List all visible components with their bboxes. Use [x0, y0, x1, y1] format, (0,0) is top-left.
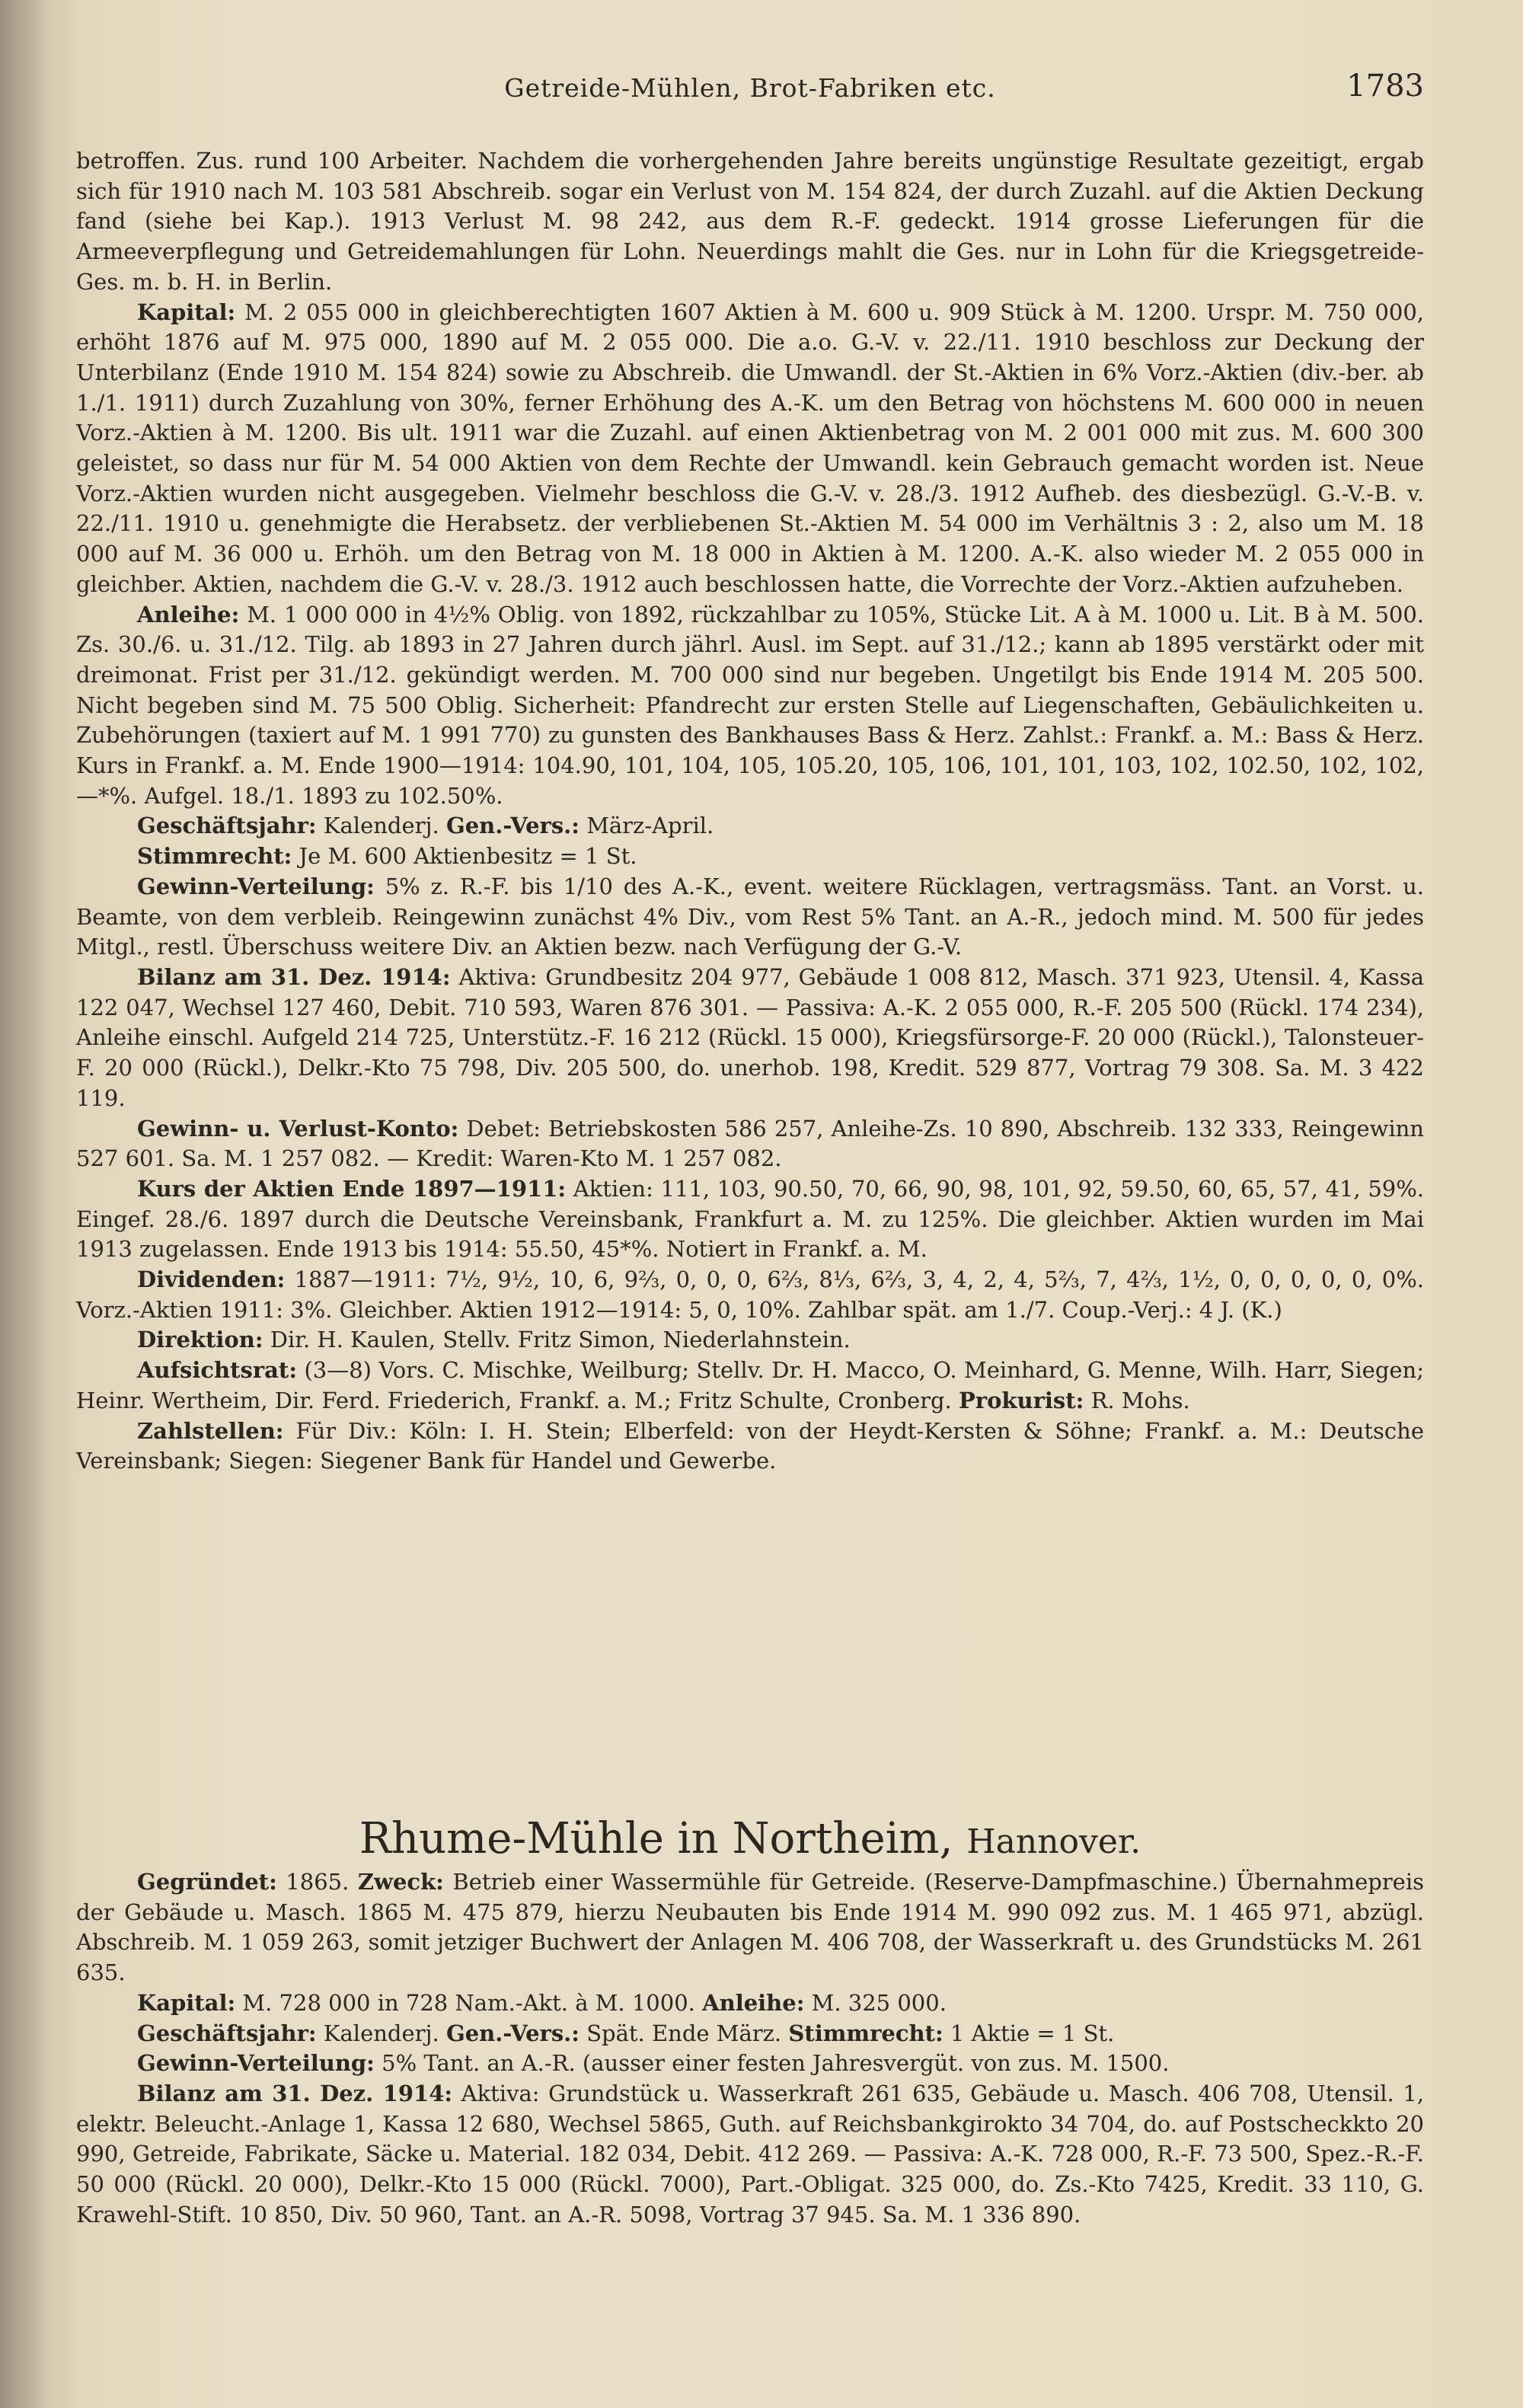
- geschaeftsjahr-2-label: Geschäftsjahr:: [137, 2020, 317, 2046]
- anleihe-label: Anleihe:: [137, 601, 240, 628]
- gewinn-verteilung-label: Gewinn-Verteilung:: [137, 873, 375, 899]
- stimmrecht-label: Stimmrecht:: [137, 843, 292, 870]
- aufsichtsrat-text: (3—8) Vors. C. Mischke, Weilburg; Stellv. Dr. H. Macco, O. Meinhard, G. Menne, Wilh. Harr, Siegen; Heinr. Wertheim, Dir. Ferd. Friederich, Frankf. a. M.; Fritz Schulte, Cronberg.: [76, 1357, 1424, 1413]
- bilanz-2-label: Bilanz am 31. Dez. 1914:: [137, 2080, 453, 2106]
- direktion-paragraph: [76, 1325, 1424, 1356]
- bilanz-2-paragraph: [76, 2079, 1424, 2231]
- gen-vers-2-label: Gen.-Vers.:: [445, 2020, 580, 2046]
- geschaeftsjahr-2-paragraph: [76, 2019, 1424, 2049]
- geschaeftsjahr-text: Kalenderj.: [323, 813, 439, 839]
- company-entry-rhume: [76, 1867, 1424, 2230]
- kurs-paragraph: [76, 1174, 1424, 1265]
- aufsichtsrat-paragraph: [76, 1356, 1424, 1416]
- dividenden-label: Dividenden:: [137, 1266, 286, 1293]
- kapital-2-label: Kapital:: [137, 1989, 236, 2016]
- gen-vers-2-text: Spät. Ende März.: [586, 2020, 782, 2046]
- stimmrecht-2-label: Stimmrecht:: [788, 2020, 943, 2046]
- company-heading: [76, 1812, 1424, 1869]
- direktion-text: Dir. H. Kaulen, Stellv. Fritz Simon, Niederlahnstein.: [270, 1327, 851, 1353]
- intro-paragraph: betroffen. Zus. rund 100 Arbeiter. Nachdem die vorhergehenden Jahre bereits ungünstige Resultate gezeitigt, ergab sich für 1910 nach M. 103 581 Abschreib. sogar ein Verlust von M. 154 824, der durch Zuzahl. auf die Aktien Deckung fand (siehe bei Kap.). 1913 Verlust M. 98 242, aus dem R.-F. gedeckt. 1914 grosse Lieferungen für die Armeeverpflegung und Getreidemahlungen für Lohn. Neuerdings mahlt die Ges. nur in Lohn für die Kriegsgetreide-Ges. m. b. H. in Berlin.: [76, 148, 1424, 295]
- gegruendet-paragraph: [76, 1867, 1424, 1988]
- kapital-text: M. 2 055 000 in gleichberechtigten 1607 Aktien à M. 600 u. 909 Stück à M. 1200. Urspr. M. 750 000, erhöht 1876 auf M. 975 000, 1890 auf M. 2 055 000. Die a.o. G.-V. v. 22./11. 1910 beschloss zur Deckung der Unterbilanz (Ende 1910 M. 154 824) sowie zu Abschreib. die Umwandl. der St.-Aktien in 6% Vorz.-Aktien (div.-ber. ab 1./1. 1911) durch Zuzahlung von 30%, ferner Erhöhung des A.-K. um den Betrag von höchstens M. 600 000 in neuen Vorz.-Aktien à M. 1200. Bis ult. 1911 war die Zuzahl. auf einen Aktienbetrag von M. 2 001 000 mit zus. M. 600 300 geleistet, so dass nur für M. 54 000 Aktien von dem Rechte der Umwandl. kein Gebrauch gemacht worden ist. Neue Vorz.-Aktien wurden nicht ausgegeben. Vielmehr beschloss die G.-V. v. 28./3. 1912 Aufheb. des diesbezügl. G.-V.-B. v. 22./11. 1910 u. genehmigte die Herabsetz. der verbliebenen St.-Aktien M. 54 000 im Verhältnis 3 : 2, also um M. 18 000 auf M. 36 000 u. Erhöh. um den Betrag von M. 18 000 in Aktien à M. 1200. A.-K. also wieder M. 2 055 000 in gleichber. Aktien, nachdem die G.-V. v. 28./3. 1912 auch beschlossen hatte, die Vorrechte der Vorz.-Aktien aufzuheben.: [76, 299, 1424, 597]
- kapital-2-text: M. 728 000 in 728 Nam.-Akt. à M. 1000.: [242, 1989, 695, 2016]
- aufsichtsrat-label: Aufsichtsrat:: [137, 1357, 298, 1384]
- geschaeftsjahr-2-text: Kalenderj.: [323, 2020, 439, 2046]
- anleihe-paragraph: [76, 600, 1424, 812]
- prokurist-text: R. Mohs.: [1090, 1387, 1190, 1413]
- gewinn-verlust-label: Gewinn- u. Verlust-Konto:: [137, 1115, 459, 1142]
- gewinn-verteilung-2-text: 5% Tant. an A.-R. (ausser einer festen Jahresvergüt. von zus. M. 1500.: [382, 2050, 1170, 2077]
- gewinn-verlust-paragraph: [76, 1114, 1424, 1174]
- direktion-label: Direktion:: [137, 1327, 263, 1353]
- running-title: Getreide-Mühlen, Brot-Fabriken etc.: [504, 73, 996, 103]
- dividenden-text: 1887—1911: 7½, 9½, 10, 6, 9⅔, 0, 0, 0, 6⅔, 8⅓, 6⅔, 3, 4, 2, 4, 5⅔, 7, 4⅔, 1½, 0, 0, 0, 0, 0, 0%. Vorz.-Aktien 1911: 3%. Gleichber. Aktien 1912—1914: 5, 0, 10%. Zahlbar spät. am 1./7. Coup.-Verj.: 4 J. (K.): [76, 1266, 1425, 1323]
- bilanz-paragraph: [76, 963, 1424, 1114]
- bilanz-label: Bilanz am 31. Dez. 1914:: [137, 963, 451, 990]
- zweck-label: Zweck:: [357, 1869, 444, 1895]
- gewinn-verlust-text: Debet: Betriebskosten 586 257, Anleihe-Zs. 10 890, Abschreib. 132 333, Reingewinn 527 601. Sa. M. 1 257 082. — Kredit: Waren-Kto M. 1 257 082.: [76, 1115, 1424, 1172]
- running-header: [76, 69, 1424, 119]
- anleihe-2-text: M. 325 000.: [811, 1989, 947, 2016]
- kapital-2-paragraph: [76, 1988, 1424, 2019]
- stimmrecht-2-text: 1 Aktie = 1 St.: [950, 2020, 1115, 2046]
- gegruendet-text: 1865.: [286, 1869, 350, 1895]
- zahlstellen-label: Zahlstellen:: [137, 1417, 284, 1444]
- gewinn-verteilung-paragraph: [76, 872, 1424, 963]
- zahlstellen-paragraph: [76, 1416, 1424, 1477]
- company-place: Hannover.: [966, 1822, 1141, 1861]
- zahlstellen-text: Für Div.: Köln: I. H. Stein; Elberfeld: von der Heydt-Kersten & Söhne; Frankf. a. M.: Deutsche Vereinsbank; Siegen: Siegener Bank für Handel und Gewerbe.: [76, 1417, 1424, 1474]
- anleihe-text: M. 1 000 000 in 4½% Oblig. von 1892, rückzahlbar zu 105%, Stücke Lit. A à M. 1000 u. Lit. B à M. 500. Zs. 30./6. u. 31./12. Tilg. ab 1893 in 27 Jahren durch jährl. Ausl. im Sept. auf 31./12.; kann ab 1895 verstärkt oder mit dreimonat. Frist per 31./12. gekündigt werden. M. 700 000 sind nur begeben. Ungetilgt bis Ende 1914 M. 205 500. Nicht begeben sind M. 75 500 Oblig. Sicherheit: Pfandrecht zur ersten Stelle auf Liegenschaften, Gebäulichkeiten u. Zubehörungen (taxiert auf M. 1 991 770) zu gunsten des Bankhauses Bass & Herz. Zahlst.: Frankf. a. M.: Bass & Herz. Kurs in Frankf. a. M. Ende 1900—1914: 104.90, 101, 104, 105, 105.20, 105, 106, 101, 101, 103, 102, 102.50, 102, 102, —*%. Aufgel. 18./1. 1893 zu 102.50%.: [76, 601, 1425, 809]
- gewinn-verteilung-text: 5% z. R.-F. bis 1/10 des A.-K., event. weitere Rücklagen, vertragsmäss. Tant. an Vorst. u. Beamte, von dem verbleib. Reingewinn zunächst 4% Div., vom Rest 5% Tant. an A.-R., jedoch mind. M. 500 für jedes Mitgl., restl. Überschuss weitere Div. an Aktien bezw. nach Verfügung der G.-V.: [76, 873, 1424, 960]
- kurs-text: Aktien: 111, 103, 90.50, 70, 66, 90, 98, 101, 92, 59.50, 60, 65, 57, 41, 59%. Eingef. 28./6. 1897 durch die Deutsche Vereinsbank, Frankfurt a. M. zu 125%. Die gleichber. Aktien wurden im Mai 1913 zugelassen. Ende 1913 bis 1914: 55.50, 45*%. Notiert in Frankf. a. M.: [76, 1175, 1424, 1263]
- gewinn-verteilung-2-paragraph: [76, 2049, 1424, 2079]
- company-entry-continued: [76, 146, 1424, 1477]
- gegruendet-label: Gegründet:: [137, 1869, 277, 1895]
- geschaeftsjahr-label: Geschäftsjahr:: [137, 813, 317, 839]
- gen-vers-text: März-April.: [586, 813, 714, 839]
- company-title: Rhume-Mühle in Northeim,: [359, 1814, 953, 1863]
- dividenden-paragraph: [76, 1265, 1424, 1325]
- page-binding-edge: [0, 0, 47, 2408]
- prokurist-label: Prokurist:: [959, 1387, 1084, 1413]
- bilanz-text: Aktiva: Grundbesitz 204 977, Gebäude 1 008 812, Masch. 371 923, Utensil. 4, Kassa 122 047, Wechsel 127 460, Debit. 710 593, Waren 876 301. — Passiva: A.-K. 2 055 000, R.-F. 205 500 (Rückl. 174 234), Anleihe einschl. Aufgeld 214 725, Unterstütz.-F. 16 212 (Rückl. 15 000), Kriegsfürsorge-F. 20 000 (Rückl.), Talonsteuer-F. 20 000 (Rückl.), Delkr.-Kto 75 798, Div. 205 500, do. unerhob. 198, Kredit. 529 877, Vortrag 79 308. Sa. M. 3 422 119.: [76, 963, 1424, 1111]
- stimmrecht-paragraph: [76, 842, 1424, 872]
- bilanz-2-text: Aktiva: Grundstück u. Wasserkraft 261 635, Gebäude u. Masch. 406 708, Utensil. 1, elektr. Beleucht.-Anlage 1, Kassa 12 680, Wechsel 5865, Guth. auf Reichsbankgirokto 34 704, do. auf Postscheckkto 20 990, Getreide, Fabrikate, Säcke u. Material. 182 034, Debit. 412 269. — Passiva: A.-K. 728 000, R.-F. 73 500, Spez.-R.-F. 50 000 (Rückl. 20 000), Delkr.-Kto 15 000 (Rückl. 7000), Part.-Obligat. 325 000, do. Zs.-Kto 7425, Kredit. 33 110, G. Krawehl-Stift. 10 850, Div. 50 960, Tant. an A.-R. 5098, Vortrag 37 945. Sa. M. 1 336 890.: [76, 2080, 1424, 2228]
- anleihe-2-label: Anleihe:: [702, 1989, 805, 2016]
- stimmrecht-text: Je M. 600 Aktienbesitz = 1 St.: [299, 843, 637, 870]
- kapital-paragraph: [76, 298, 1424, 600]
- geschaeftsjahr-paragraph: [76, 811, 1424, 842]
- gen-vers-label: Gen.-Vers.:: [445, 813, 580, 839]
- gewinn-verteilung-2-label: Gewinn-Verteilung:: [137, 2050, 375, 2077]
- kurs-label: Kurs der Aktien Ende 1897—1911:: [137, 1175, 567, 1202]
- kapital-label: Kapital:: [137, 299, 236, 325]
- page-number: 1783: [1346, 69, 1424, 104]
- zweck-text: Betrieb einer Wassermühle für Getreide. (Reserve-Dampfmaschine.) Übernahmepreis der Gebäude u. Masch. 1865 M. 475 879, hierzu Neubauten bis Ende 1914 M. 990 092 zus. M. 1 465 971, abzügl. Abschreib. M. 1 059 263, somit jetziger Buchwert der Anlagen M. 406 708, der Wasserkraft u. des Grundstücks M. 261 635.: [76, 1869, 1424, 1986]
